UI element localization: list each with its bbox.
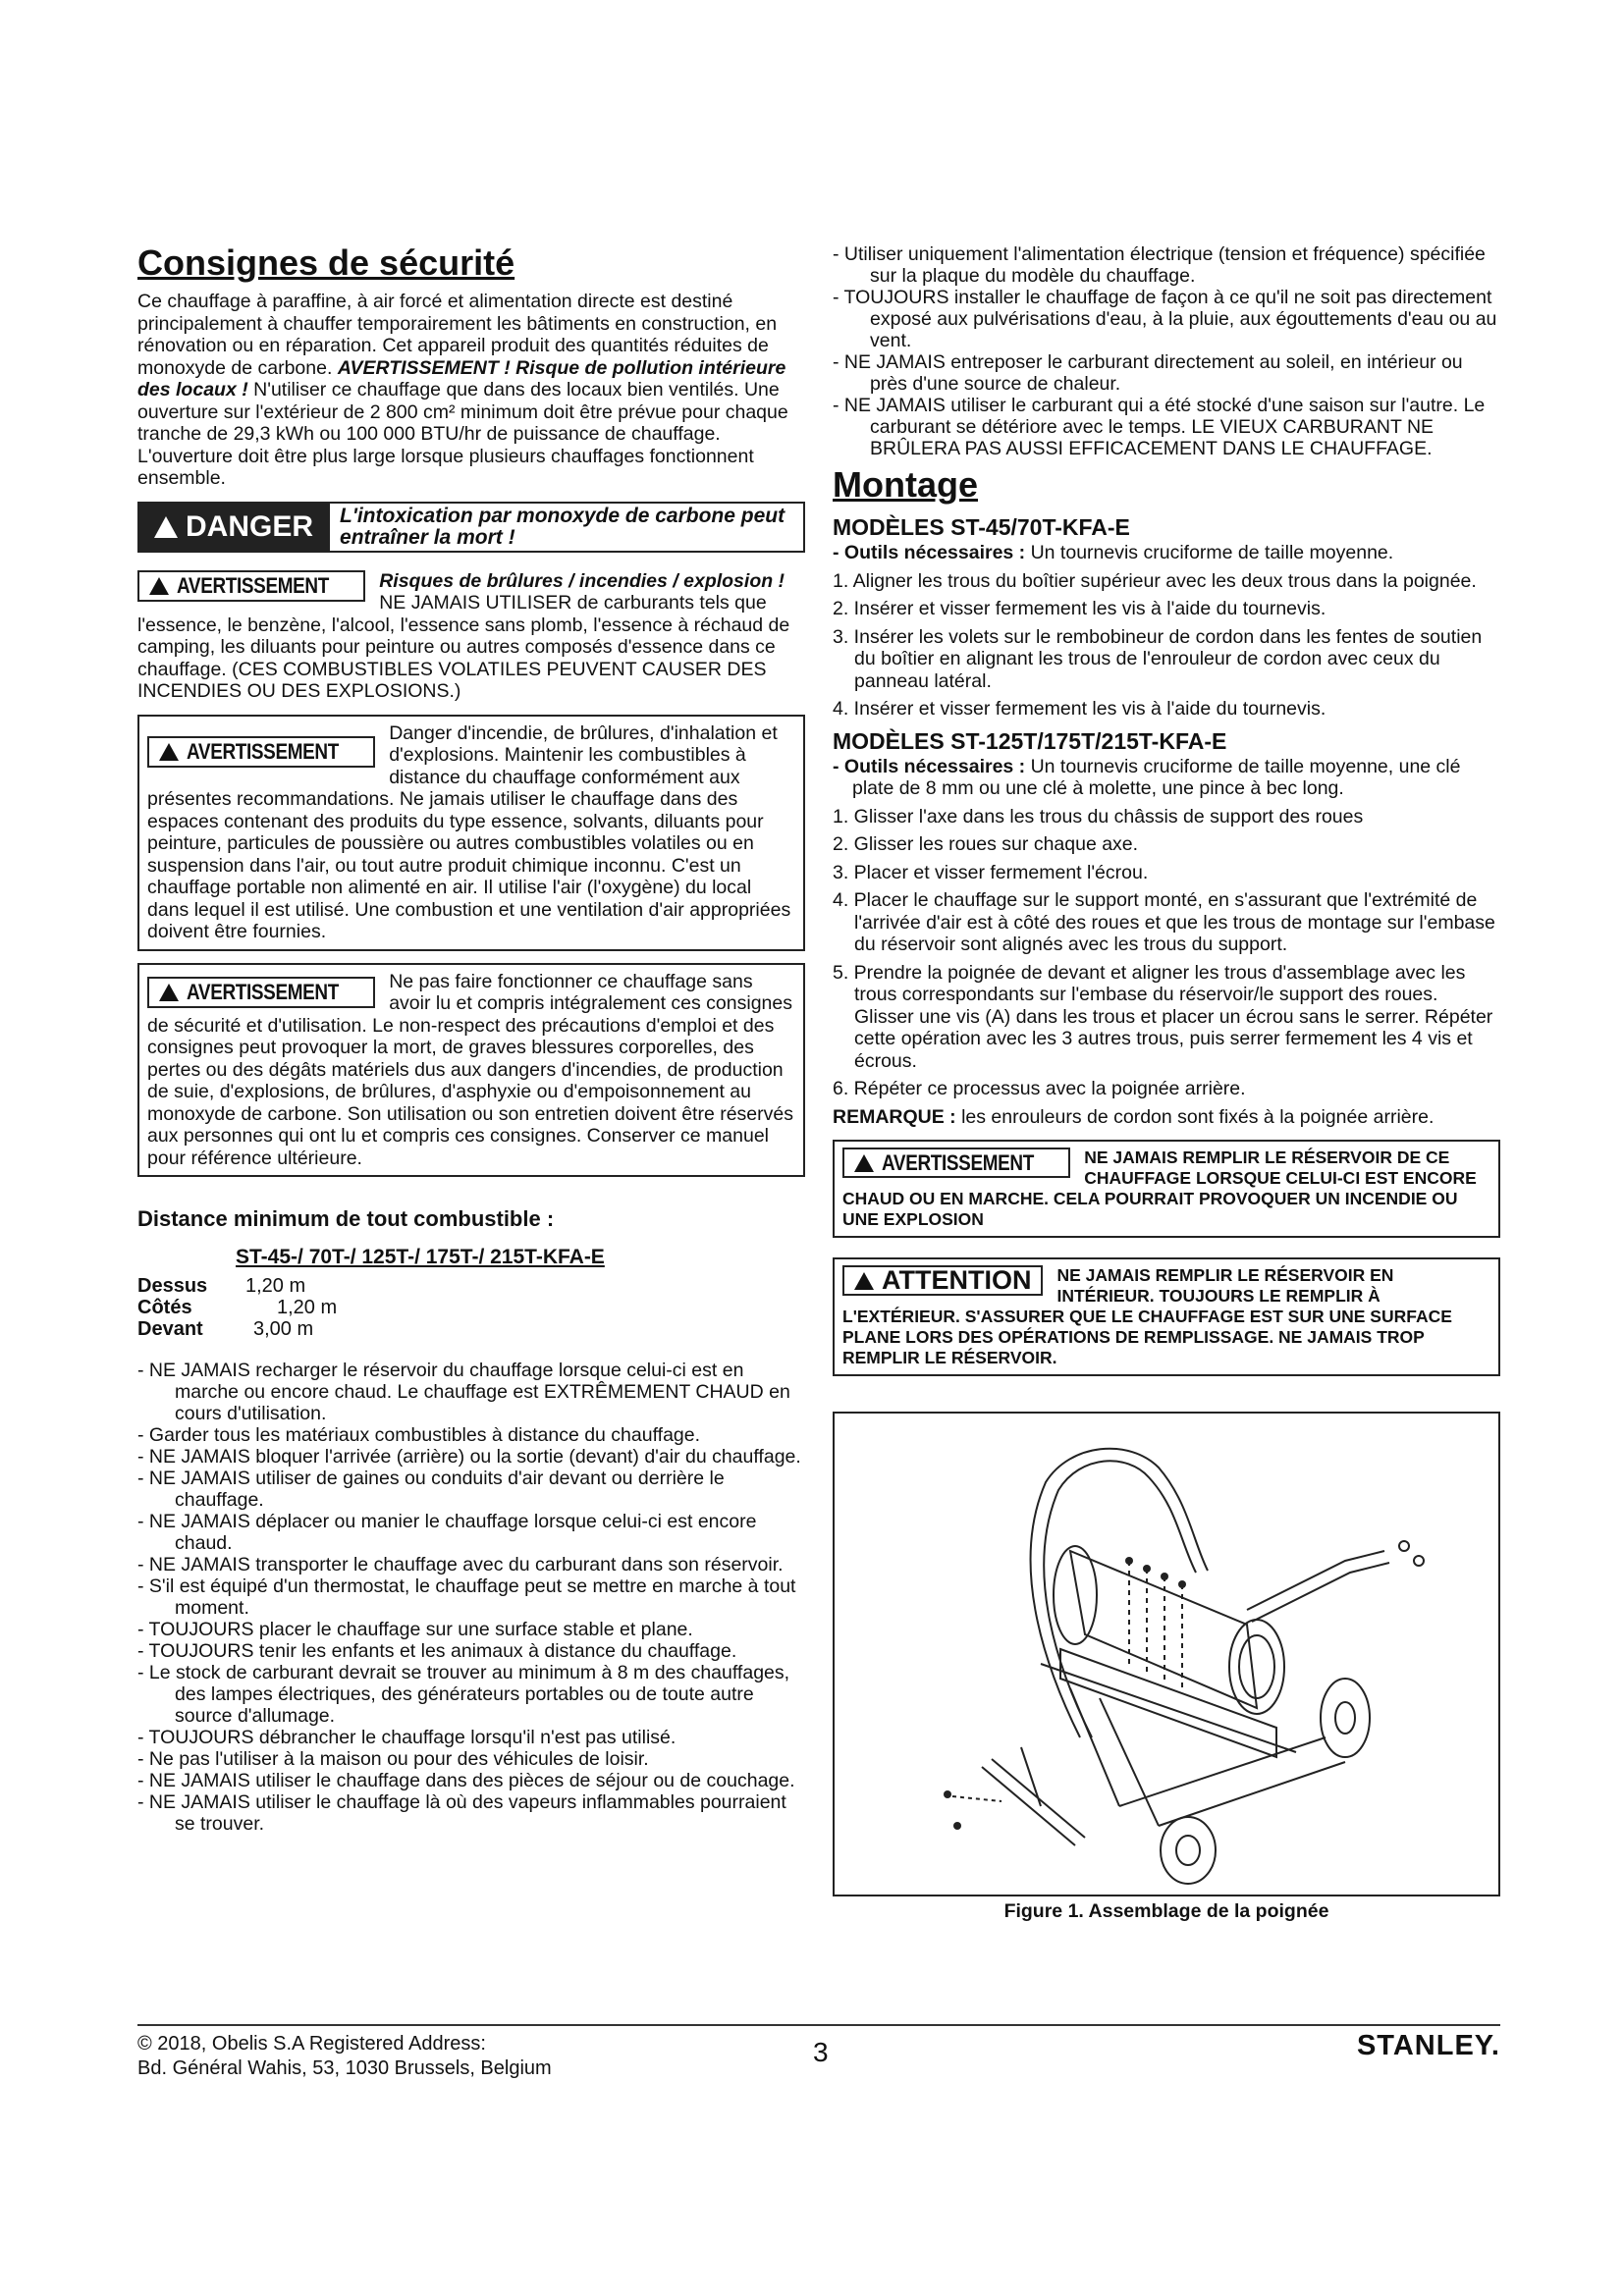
- warning-label-1-text: AVERTISSEMENT: [177, 572, 329, 598]
- model1-steps: [833, 570, 1500, 721]
- list-item: - TOUJOURS installer le chauffage de façon à ce qu'il ne soit pas directement exposé aux pulvérisations d'eau, à la pluie, aux égouttements d'eau ou au vent.: [833, 287, 1497, 351]
- warning-triangle-icon: [149, 577, 169, 595]
- list-item: 4. Placer le chauffage sur le support monté, en s'assurant que l'extrémité de l'arrivée d'air est à côté des roues et que les trous de montage sur l'embase du réservoir sont alignés avec les trous du support.: [833, 889, 1495, 955]
- danger-label: [137, 502, 330, 553]
- warning-triangle-icon: [154, 516, 178, 538]
- tools-label: - Outils nécessaires :: [833, 542, 1026, 563]
- left-column: [137, 243, 805, 1835]
- intro-paragraph: [137, 291, 805, 490]
- list-item: - NE JAMAIS transporter le chauffage avec du carburant dans son réservoir.: [137, 1554, 784, 1575]
- warning-block-2: [137, 715, 805, 951]
- list-item: 1. Aligner les trous du boîtier supérieur avec les deux trous dans la poignée.: [833, 569, 1477, 592]
- footer-copyright: © 2018, Obelis S.A Registered Address:: [137, 2033, 486, 2055]
- warning-label-1: [137, 570, 365, 603]
- distance-value: 1,20 m: [245, 1275, 306, 1297]
- list-item: 6. Répéter ce processus avec la poignée arrière.: [833, 1078, 1246, 1099]
- table-row: [137, 1318, 337, 1340]
- distance-label: Côtés: [137, 1297, 192, 1318]
- model2-tools: [833, 756, 1500, 800]
- intro-text-1: Ce chauffage à paraffine, à air forcé et alimentation directe est destiné principalement à chauffer temporairement les bâtiments en construction, en rénovation ou en réparation. Cet appareil produit des quantités réduites de monoxyde de carbone.: [137, 291, 778, 379]
- warning-label-2: [147, 736, 375, 769]
- figure-caption: Figure 1. Assemblage de la poignée: [1003, 1900, 1329, 1922]
- safety-bullets: [137, 1360, 805, 1835]
- distance-title: Distance minimum de tout combustible :: [137, 1206, 555, 1231]
- warning-block-3: [137, 963, 805, 1178]
- model2-title: MODÈLES ST-125T/175T/215T-KFA-E: [833, 727, 1227, 754]
- table-row: [137, 1297, 337, 1318]
- list-item: 5. Prendre la poignée de devant et aligner les trous d'assemblage avec les trous correspondants sur l'embase du réservoir/le support des roues. Glisser une vis (A) dans les trous et placer un écrou sans le serrer. Répéter cette opération avec les 3 autres trous, puis serrer fermement les 4 vis et écrous.: [833, 961, 1493, 1072]
- remark-text: les enrouleurs de cordon sont fixés à la poignée arrière.: [955, 1105, 1435, 1128]
- right-column: [833, 243, 1500, 1923]
- refill-warning-box: [833, 1140, 1500, 1238]
- refill-warning-label: [842, 1148, 1070, 1178]
- danger-banner: [137, 502, 805, 553]
- intro-text-2: N'utiliser ce chauffage que dans des locaux bien ventilés. Une ouverture sur l'extérieur de 2 800 cm² minimum doit être prévue pour chaque tranche de 29,3 kWh ou 100 000 BTU/hr de puissance de chauffage. L'ouverture doit être plus large lorsque plusieurs chauffages fonctionnent ensemble.: [137, 379, 788, 489]
- list-item: 3. Insérer les volets sur le rembobineur de cordon dans les fentes de soutien du boîtier en alignant les trous de l'enrouleur de cordon avec ceux du panneau latéral.: [833, 625, 1483, 692]
- list-item: 2. Glisser les roues sur chaque axe.: [833, 833, 1139, 855]
- heater-assembly-illustration: [835, 1414, 1498, 1891]
- list-item: - TOUJOURS tenir les enfants et les animaux à distance du chauffage.: [137, 1640, 737, 1662]
- list-item: - TOUJOURS placer le chauffage sur une surface stable et plane.: [137, 1619, 693, 1640]
- distance-value: 1,20 m: [277, 1297, 338, 1318]
- list-item: 3. Placer et visser fermement l'écrou.: [833, 861, 1149, 883]
- list-item: 2. Insérer et visser fermement les vis à l'aide du tournevis.: [833, 598, 1326, 619]
- danger-label-text: DANGER: [186, 509, 314, 543]
- footer-divider: [137, 2024, 1500, 2026]
- list-item: - Le stock de carburant devrait se trouver au minimum à 8 m des chauffages, des lampes électriques, des générateurs portables ou de toute autre source d'allumage.: [137, 1662, 790, 1727]
- list-item: - NE JAMAIS bloquer l'arrivée (arrière) ou la sortie (devant) d'air du chauffage.: [137, 1446, 801, 1468]
- warning-label-2-text: AVERTISSEMENT: [187, 738, 339, 764]
- warning-triangle-icon: [854, 1154, 874, 1172]
- list-item: - S'il est équipé d'un thermostat, le chauffage peut se mettre en marche à tout moment.: [137, 1575, 796, 1619]
- warning-1-text: NE JAMAIS UTILISER de carburants tels que l'essence, le benzène, l'alcool, l'essence sans plomb, l'essence à réchaud de camping, les diluants pour peinture ou autres composés d'essence dans ce chauffage. (CES COMBUSTIBLES VOLATILES PEUVENT CAUSER DES INCENDIES OU DES EXPLOSIONS.): [137, 592, 790, 702]
- refill-warning-label-text: AVERTISSEMENT: [882, 1150, 1034, 1175]
- attention-box: [833, 1257, 1500, 1376]
- attention-text: NE JAMAIS REMPLIR LE RÉSERVOIR EN INTÉRIEUR. TOUJOURS LE REMPLIR À L'EXTÉRIEUR. S'ASSURER QUE LE CHAUFFAGE EST SUR UNE SURFACE PLANE LORS DES OPÉRATIONS DE REMPLISSAGE. NE JAMAIS TROP REMPLIR LE RÉSERVOIR.: [842, 1265, 1452, 1367]
- list-item: - NE JAMAIS utiliser le chauffage là où des vapeurs inflammables pourraient se trouver.: [137, 1791, 786, 1835]
- safety-bullets-continued: [833, 243, 1500, 459]
- attention-label: [842, 1265, 1043, 1296]
- footer-address: [137, 2032, 552, 2081]
- warning-triangle-icon: [854, 1272, 874, 1290]
- warning-triangle-icon: [159, 984, 179, 1001]
- warning-1-heading: Risques de brûlures / incendies / explosion !: [379, 569, 785, 592]
- tools-label: - Outils nécessaires :: [833, 755, 1026, 777]
- model1-title: MODÈLES ST-45/70T-KFA-E: [833, 514, 1130, 540]
- list-item: - NE JAMAIS recharger le réservoir du chauffage lorsque celui-ci est en marche ou encore chaud. Le chauffage est EXTRÊMEMENT CHAUD en cours d'utilisation.: [137, 1360, 790, 1424]
- list-item: - TOUJOURS débrancher le chauffage lorsqu'il n'est pas utilisé.: [137, 1727, 677, 1748]
- distance-value: 3,00 m: [253, 1318, 314, 1340]
- list-item: - NE JAMAIS déplacer ou manier le chauffage lorsque celui-ci est encore chaud.: [137, 1511, 757, 1554]
- montage-title: Montage: [833, 464, 978, 505]
- model2-steps: [833, 806, 1500, 1100]
- list-item: - Ne pas l'utiliser à la maison ou pour des véhicules de loisir.: [137, 1748, 649, 1770]
- warning-block-1: [137, 570, 805, 703]
- tools-text: Un tournevis cruciforme de taille moyenne, une clé plate de 8 mm ou une clé à molette, une pince à bec long.: [852, 755, 1461, 799]
- tools-text: Un tournevis cruciforme de taille moyenne.: [1025, 542, 1394, 563]
- list-item: - Garder tous les matériaux combustibles à distance du chauffage.: [137, 1424, 701, 1446]
- list-item: - NE JAMAIS utiliser le carburant qui a été stocké d'une saison sur l'autre. Le carburant se détériore avec le temps. LE VIEUX CARBURANT NE BRÛLERA PAS AUSSI EFFICACEMENT DANS LE CHAUFFAGE.: [833, 395, 1486, 459]
- warning-triangle-icon: [159, 743, 179, 761]
- danger-text: L'intoxication par monoxyde de carbone peut entraîner la mort !: [330, 502, 805, 553]
- distance-models: ST-45-/ 70T-/ 125T-/ 175T-/ 215T-KFA-E: [236, 1246, 605, 1268]
- list-item: 4. Insérer et visser fermement les vis à l'aide du tournevis.: [833, 698, 1326, 720]
- warning-2-text: Danger d'incendie, de brûlures, d'inhalation et d'explosions. Maintenir les combustibles à distance du chauffage conformément aux présentes recommandations. Ne jamais utiliser le chauffage dans des espaces contenant des produits du type essence, solvants, diluants pour peinture, particules de poussière ou autres combustibles volatiles ou en suspension dans l'air, ou tout autre produit chimique inconnu. C'est un chauffage portable non alimenté en air. Il utilise l'air (l'oxygène) du local dans lequel il est utilisé. Une combustion et une ventilation d'air appropriées doivent être fournies.: [147, 721, 791, 942]
- distance-table: [137, 1275, 337, 1340]
- table-row: [137, 1275, 337, 1297]
- list-item: 1. Glisser l'axe dans les trous du châssis de support des roues: [833, 805, 1364, 828]
- distance-label: Devant: [137, 1318, 203, 1340]
- remark-label: REMARQUE :: [833, 1105, 956, 1128]
- list-item: - NE JAMAIS utiliser de gaines ou conduits d'air devant ou derrière le chauffage.: [137, 1468, 725, 1511]
- list-item: - NE JAMAIS utiliser le chauffage dans des pièces de séjour ou de couchage.: [137, 1770, 795, 1791]
- warning-label-3-text: AVERTISSEMENT: [187, 979, 339, 1004]
- warning-label-3: [147, 977, 375, 1009]
- intro-warning: AVERTISSEMENT ! Risque de pollution intérieure des locaux !: [137, 356, 786, 400]
- refill-warning-text: NE JAMAIS REMPLIR LE RÉSERVOIR DE CE CHAUFFAGE LORSQUE CELUI-CI EST ENCORE CHAUD OU EN MARCHE. CELA POURRAIT PROVOQUER UN INCENDIE OU UNE EXPLOSION: [842, 1148, 1477, 1229]
- distance-label: Dessus: [137, 1275, 208, 1297]
- warning-3-text: Ne pas faire fonctionner ce chauffage sans avoir lu et compris intégralement ces consignes de sécurité et d'utilisation. Le non-respect des précautions d'emploi et des consignes peut provoquer la mort, de graves blessures corporelles, des pertes ou des dégâts matériels dus aux dangers d'incendies, de production de suie, d'explosions, de brûlures, d'asphyxie ou d'empoisonnement au monoxyde de carbone. Son utilisation ou son entretien doivent être réservés aux personnes qui ont lu et compris ces consignes. Conserver ce manuel pour référence ultérieure.: [147, 970, 793, 1169]
- page-number: 3: [813, 2037, 829, 2067]
- remark: [833, 1106, 1500, 1129]
- list-item: - NE JAMAIS entreposer le carburant directement au soleil, en intérieur ou près d'une source de chaleur.: [833, 351, 1463, 395]
- list-item: - Utiliser uniquement l'alimentation électrique (tension et fréquence) spécifiée sur la plaque du modèle du chauffage.: [833, 243, 1486, 287]
- figure-handle-assembly: [833, 1412, 1500, 1896]
- footer-address-line: Bd. Général Wahis, 53, 1030 Brussels, Belgium: [137, 2057, 552, 2079]
- model1-tools: [833, 542, 1500, 564]
- safety-title: Consignes de sécurité: [137, 242, 515, 283]
- attention-label-text: ATTENTION: [882, 1265, 1032, 1295]
- stanley-logo: STANLEY.: [1356, 2030, 1500, 2061]
